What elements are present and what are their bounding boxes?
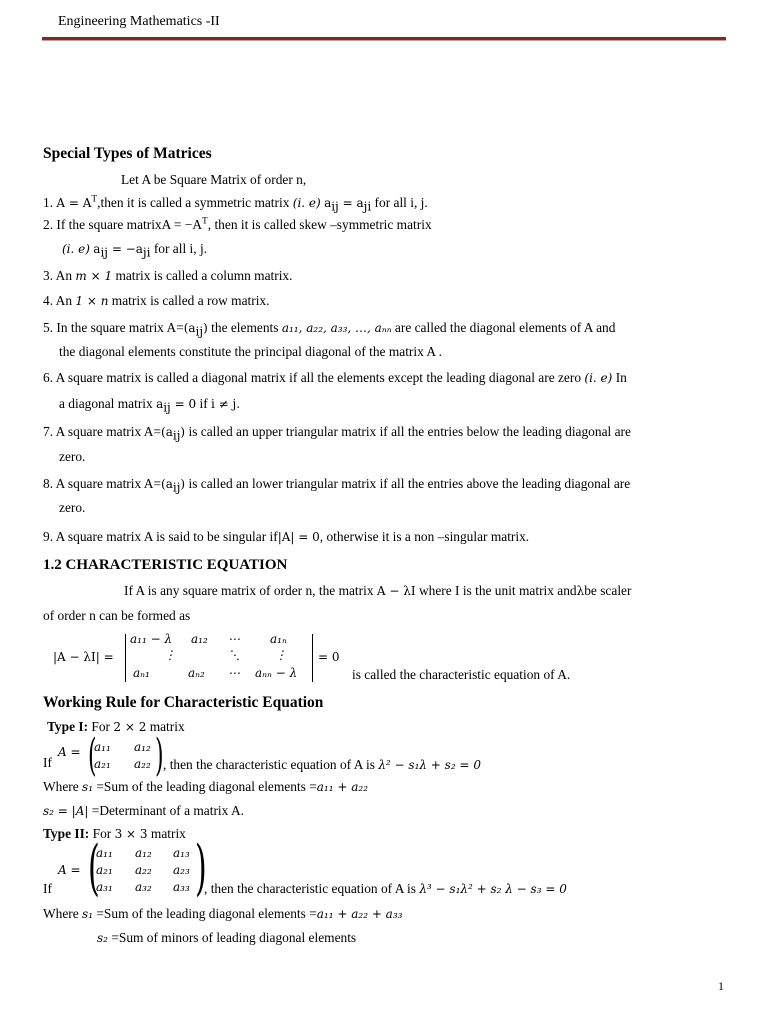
section2-paragraph-line2: of order n can be formed as [43,608,191,623]
left-paren: ( [88,833,100,903]
type1-if: If [43,755,52,770]
right-paren: ) [155,730,164,781]
left-paren: ( [88,730,97,781]
type2-heading: Type II: For 3 × 3 matrix [43,826,186,841]
matrix-cell: a₃₂ [135,880,152,894]
matrix-cell: a₃₃ [173,880,190,894]
det-cell: ⋮ [164,648,176,662]
type2-s2: s₂ =Sum of minors of leading diagonal elements [97,930,357,945]
type2-then: , then the characteristic equation of A is λ³ − s₁λ² + s₂ λ − s₃ = 0 [204,881,567,896]
list-item-4: 4. An 1 × n matrix is called a row matrix. [43,293,270,308]
list-item-5: 5. In the square matrix $A=(a_{ij})$ the elements a₁₁, a₂₂, a₃₃, …, aₙₙ are called the diagonal elements of A and [43,320,616,339]
page-number: 1 [718,979,724,993]
section-heading-special-types: Special Types of Matrices [43,145,212,162]
list-item-8-line2: zero. [59,500,86,515]
type2-A-label: A = [58,863,81,877]
right-paren: ) [195,833,207,903]
list-item-3: 3. An m × 1 matrix is called a column matrix. [43,268,293,283]
header-divider [42,37,726,41]
type2-if: If [43,881,52,896]
det-right-bar [312,634,313,682]
list-item-2: 2. If the square matrixA = $-A^T$, then it is called skew –symmetric matrix [43,216,432,232]
det-left-bar [125,634,126,682]
section2-paragraph: If A is any square matrix of order n, the matrix A − λI where I is the unit matrix andλbe scaler [124,583,632,598]
matrix-cell: a₁₂ [134,740,151,754]
det-caption: is called the characteristic equation of A. [352,667,571,682]
section-heading-characteristic-equation: 1.2 CHARACTERISTIC EQUATION [43,557,288,573]
det-cell: a₁₂ [191,632,208,646]
list-item-1: 1. $A = A^T,then$ it is called a symmetric matrix (i. e) $a_{ij} = a_{ji}$ for all i, j. [43,194,428,214]
matrix-cell: a₂₂ [135,863,152,877]
matrix-cell: a₂₂ [134,757,151,771]
type1-then: , then the characteristic equation of A is λ² − s₁λ + s₂ = 0 [163,757,481,772]
list-item-2-line2: (i. e) $a_{ij} = -a_{ji}$ for all i, j. [62,241,208,260]
det-cell: a₁₁ − λ [130,632,173,646]
matrix-cell: a₁₃ [173,846,190,860]
det-cell: aₙ₂ [188,666,205,680]
section-intro: Let A be Square Matrix of order n, [121,172,307,187]
list-item-8: 8. A square matrix $A=(a_{ij})$ is called an lower triangular matrix if all the entries above the leading diagonal are [43,476,631,495]
item-number: 1. [43,195,54,210]
matrix-cell: a₃₁ [96,880,113,894]
type2-where-s1: Where s₁ =Sum of the leading diagonal elements =a₁₁ + a₂₂ + a₃₃ [43,906,403,921]
det-cell: ⋱ [228,648,240,662]
section-heading-working-rule: Working Rule for Characteristic Equation [43,694,324,711]
matrix-cell: a₂₃ [173,863,190,877]
det-cell: aₙₙ − λ [255,666,298,680]
det-cell: ⋯ [228,632,240,646]
det-cell: ⋯ [228,666,240,680]
matrix-cell: a₁₁ [96,846,113,860]
det-cell: aₙ₁ [133,666,150,680]
type1-A-label: A = [58,745,81,759]
list-item-7: 7. A square matrix $A=(a_{ij})$ is called an upper triangular matrix if all the entries below the leading diagonal are [43,424,631,443]
matrix-cell: a₂₁ [96,863,113,877]
det-rhs: = 0 [318,650,340,664]
type1-heading: Type I: For 2 × 2 matrix [47,719,185,734]
list-item-6: 6. A square matrix is called a diagonal matrix if all the elements except the leading diagonal are zero (i. e) In [43,370,627,385]
matrix-cell: a₂₁ [94,757,111,771]
list-item-5-line2: the diagonal elements constitute the principal diagonal of the matrix A . [59,344,443,359]
running-header: Engineering Mathematics -II [58,14,220,29]
det-cell: a₁ₙ [270,632,287,646]
type1-s2: s₂ = |A| =Determinant of a matrix A. [43,803,244,818]
list-item-6-line2: a diagonal matrix $a_{ij} = 0$ if i ≠ j. [59,396,241,415]
det-cell: ⋮ [275,648,287,662]
list-item-9: 9. A square matrix A is said to be singular if|A| = 0, otherwise it is a non –singular matrix. [43,529,530,544]
matrix-cell: a₁₂ [135,846,152,860]
matrix-cell: a₁₁ [94,740,111,754]
det-lhs: |A − λI| = [53,650,114,664]
list-item-7-line2: zero. [59,449,86,464]
type1-where-s1: Where s₁ =Sum of the leading diagonal elements =a₁₁ + a₂₂ [43,779,368,794]
